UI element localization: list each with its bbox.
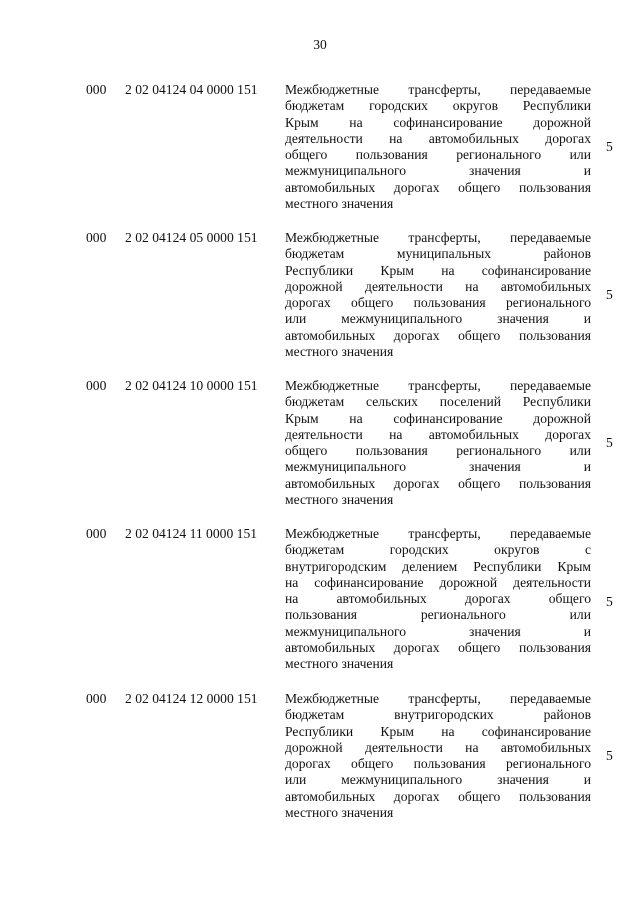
description-line: дорожной деятельности на автомобильных bbox=[285, 278, 591, 294]
kbk-code: 2 02 04124 11 0000 151 bbox=[125, 526, 258, 541]
description bbox=[285, 378, 591, 508]
description-line: автомобильных дорогах общего пользования bbox=[285, 475, 591, 491]
description-line: бюджетам внутригородских районов bbox=[285, 707, 591, 723]
description-line: местного значения bbox=[285, 344, 394, 360]
kbk-code: 2 02 04124 10 0000 151 bbox=[125, 378, 258, 393]
amount: 5 bbox=[606, 287, 613, 302]
description-line: бюджетам городских округов с bbox=[285, 542, 591, 558]
description-line: или межмуниципального значения и bbox=[285, 772, 591, 788]
description-line: межмуниципального значения и bbox=[285, 459, 591, 475]
kbk-code: 2 02 04124 04 0000 151 bbox=[125, 82, 258, 97]
description-line: внутригородским делением Республики Крым bbox=[285, 558, 591, 574]
description-line: автомобильных дорогах общего пользования bbox=[285, 788, 591, 804]
description-line: общего пользования регионального или bbox=[285, 147, 591, 163]
kbk-code: 2 02 04124 05 0000 151 bbox=[125, 230, 258, 245]
description-line: автомобильных дорогах общего пользования bbox=[285, 327, 591, 343]
description-line: деятельности на автомобильных дорогах bbox=[285, 130, 591, 146]
description-line: Межбюджетные трансферты, передаваемые bbox=[285, 82, 591, 97]
description-line: или межмуниципального значения и bbox=[285, 311, 591, 327]
admin-code: 000 bbox=[86, 82, 107, 97]
amount: 5 bbox=[606, 435, 613, 450]
description-line: общего пользования регионального или bbox=[285, 443, 591, 459]
page-number: 30 bbox=[313, 37, 327, 52]
description-line: Межбюджетные трансферты, передаваемые bbox=[285, 526, 591, 541]
description bbox=[285, 230, 591, 360]
description-line: на автомобильных дорогах общего bbox=[285, 591, 591, 607]
description bbox=[285, 526, 591, 673]
description-line: местного значения bbox=[285, 196, 394, 212]
description-line: деятельности на автомобильных дорогах bbox=[285, 426, 591, 442]
description-line: бюджетам сельских поселений Республики bbox=[285, 394, 591, 410]
description bbox=[285, 691, 591, 821]
description-line: межмуниципального значения и bbox=[285, 163, 591, 179]
description bbox=[285, 82, 591, 212]
description-line: местного значения bbox=[285, 492, 394, 508]
description-line: местного значения bbox=[285, 805, 394, 821]
admin-code: 000 bbox=[86, 526, 107, 541]
description-line: дорожной деятельности на автомобильных bbox=[285, 739, 591, 755]
admin-code: 000 bbox=[86, 691, 107, 706]
description-line: бюджетам городских округов Республики bbox=[285, 98, 591, 114]
description-line: дорогах общего пользования регионального bbox=[285, 295, 591, 311]
description-line: на софинансирование дорожной деятельности bbox=[285, 574, 591, 590]
description-line: Крым на софинансирование дорожной bbox=[285, 410, 591, 426]
admin-code: 000 bbox=[86, 378, 107, 393]
amount: 5 bbox=[606, 748, 613, 763]
description-line: Республики Крым на софинансирование bbox=[285, 262, 591, 278]
description-line: автомобильных дорогах общего пользования bbox=[285, 640, 591, 656]
description-line: дорогах общего пользования регионального bbox=[285, 756, 591, 772]
description-line: межмуниципального значения и bbox=[285, 623, 591, 639]
description-line: бюджетам муниципальных районов bbox=[285, 246, 591, 262]
description-line: Межбюджетные трансферты, передаваемые bbox=[285, 691, 591, 706]
description-line: автомобильных дорогах общего пользования bbox=[285, 179, 591, 195]
description-line: местного значения bbox=[285, 656, 394, 672]
description-line: Республики Крым на софинансирование bbox=[285, 723, 591, 739]
amount: 5 bbox=[606, 594, 613, 609]
description-line: пользования регионального или bbox=[285, 607, 591, 623]
description-line: Крым на софинансирование дорожной bbox=[285, 114, 591, 130]
kbk-code: 2 02 04124 12 0000 151 bbox=[125, 691, 258, 706]
amount: 5 bbox=[606, 139, 613, 154]
admin-code: 000 bbox=[86, 230, 107, 245]
description-line: Межбюджетные трансферты, передаваемые bbox=[285, 378, 591, 393]
description-line: Межбюджетные трансферты, передаваемые bbox=[285, 230, 591, 245]
